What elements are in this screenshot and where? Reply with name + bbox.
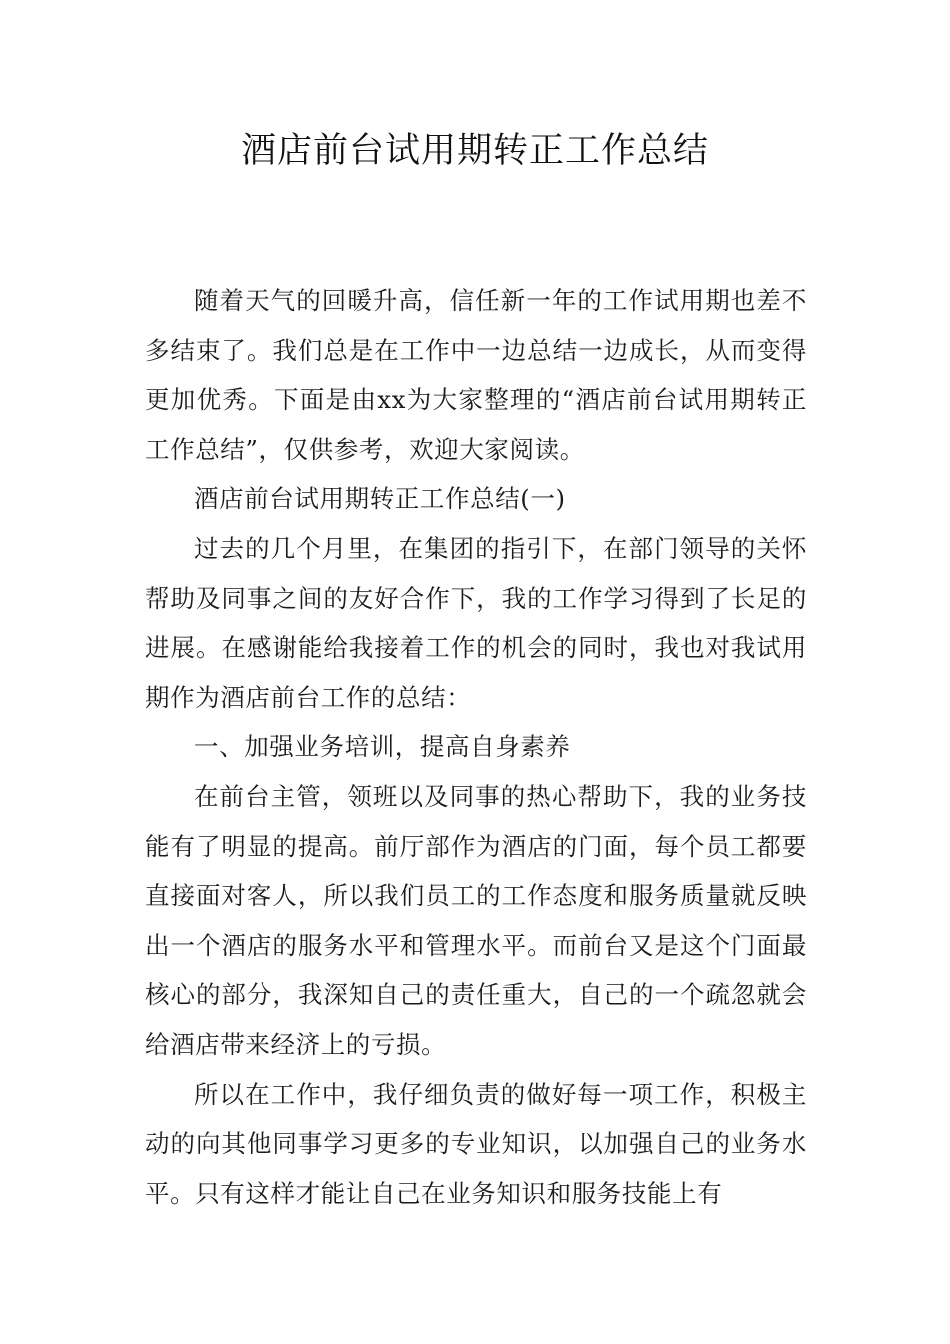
section-heading: 酒店前台试用期转正工作总结(一): [194, 484, 566, 514]
paragraph-intro: 随着天气的回暖升高，信任新一年的工作试用期也差不多结束了。我们总是在工作中一边总结一边成长，从而变得更加优秀。下面是由xx为大家整理的“酒店前台试用期转正工作总结”，仅供参考，欢迎大家阅读。: [145, 286, 807, 464]
paragraph-overview: 过去的几个月里，在集团的指引下，在部门领导的关怀帮助及同事之间的友好合作下，我的工作学习得到了长足的进展。在感谢能给我接着工作的机会的同时，我也对我试用期作为酒店前台工作的总结：: [145, 533, 807, 712]
document-body: [145, 276, 807, 1218]
paragraph-work: 所以在工作中，我仔细负责的做好每一项工作，积极主动的向其他同事学习更多的专业知识，以加强自己的业务水平。只有这样才能让自己在业务知识和服务技能上有: [145, 1079, 807, 1208]
paragraph-training: 在前台主管，领班以及同事的热心帮助下，我的业务技能有了明显的提高。前厅部作为酒店的门面，每个员工都要直接面对客人，所以我们员工的工作态度和服务质量就反映出一个酒店的服务水平和管理水平。而前台又是这个门面最核心的部分，我深知自己的责任重大，自己的一个疏忽就会给酒店带来经济上的亏损。: [145, 781, 807, 1059]
document-title: 酒店前台试用期转正工作总结: [240, 131, 709, 171]
subsection-heading: 一、加强业务培训，提高自身素养: [194, 732, 571, 762]
